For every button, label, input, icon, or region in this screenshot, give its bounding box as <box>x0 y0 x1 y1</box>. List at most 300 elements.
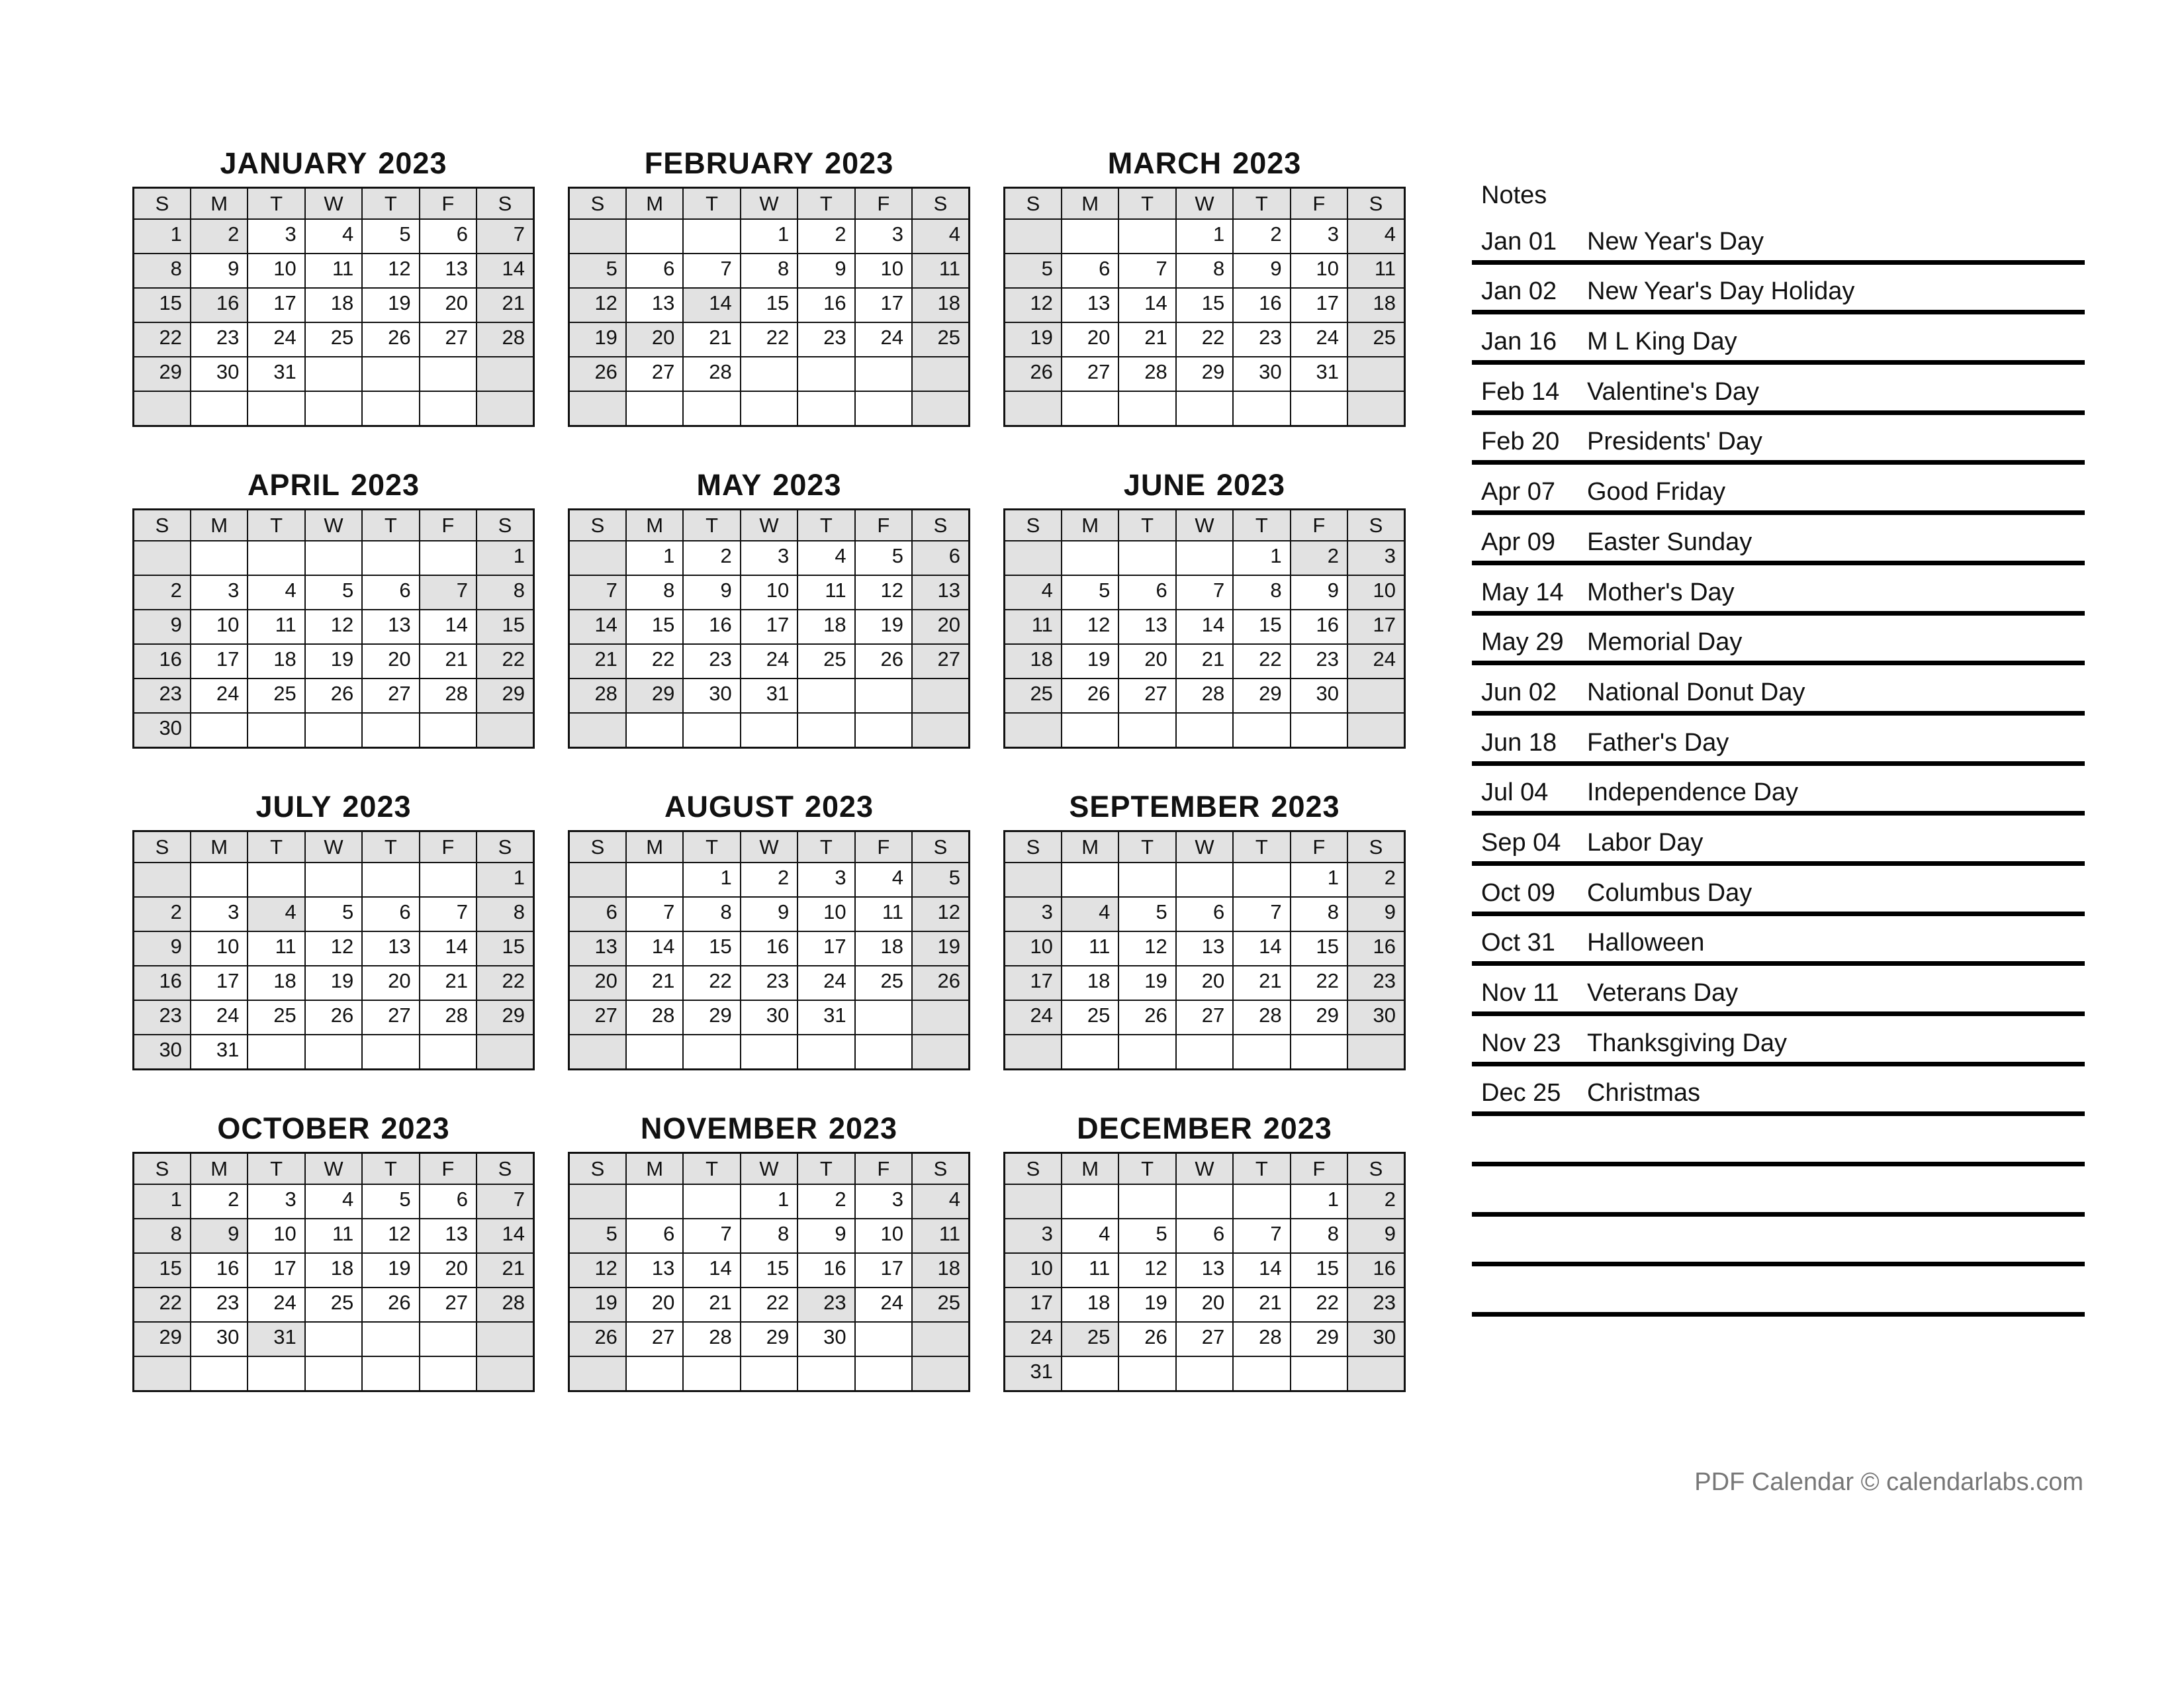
day-cell[interactable]: 19 <box>912 931 969 966</box>
day-cell[interactable]: 20 <box>1176 966 1233 1000</box>
day-cell[interactable]: 14 <box>477 254 533 288</box>
day-cell[interactable]: 22 <box>134 1288 191 1322</box>
day-cell[interactable]: 13 <box>420 1219 477 1253</box>
day-cell[interactable]: 19 <box>305 644 362 679</box>
day-cell[interactable]: 13 <box>626 288 683 322</box>
day-cell[interactable]: 2 <box>1347 863 1404 897</box>
note-line[interactable] <box>1472 1217 2085 1267</box>
day-cell[interactable]: 13 <box>420 254 477 288</box>
day-cell[interactable]: 17 <box>1005 1288 1062 1322</box>
day-cell[interactable]: 21 <box>1233 1288 1290 1322</box>
day-cell[interactable]: 8 <box>134 254 191 288</box>
day-cell[interactable]: 5 <box>569 254 626 288</box>
day-cell[interactable]: 2 <box>741 863 797 897</box>
day-cell[interactable]: 18 <box>305 288 362 322</box>
day-cell[interactable]: 9 <box>797 254 854 288</box>
day-cell[interactable]: 3 <box>248 1184 304 1219</box>
day-cell[interactable]: 13 <box>1062 288 1118 322</box>
day-cell[interactable]: 1 <box>626 541 683 575</box>
day-cell[interactable]: 11 <box>248 931 304 966</box>
day-cell[interactable]: 11 <box>912 1219 969 1253</box>
day-cell[interactable]: 26 <box>362 1288 419 1322</box>
day-cell[interactable]: 2 <box>797 219 854 254</box>
day-cell[interactable]: 12 <box>912 897 969 931</box>
day-cell[interactable]: 3 <box>248 219 304 254</box>
day-cell[interactable]: 29 <box>1233 679 1290 713</box>
day-cell[interactable]: 25 <box>797 644 854 679</box>
day-cell[interactable]: 2 <box>134 575 191 610</box>
day-cell[interactable]: 7 <box>420 575 477 610</box>
day-cell[interactable]: 6 <box>1062 254 1118 288</box>
day-cell[interactable]: 4 <box>1347 219 1404 254</box>
day-cell[interactable]: 11 <box>1347 254 1404 288</box>
day-cell[interactable]: 17 <box>248 288 304 322</box>
day-cell[interactable]: 24 <box>191 679 248 713</box>
day-cell[interactable]: 5 <box>1005 254 1062 288</box>
day-cell[interactable]: 28 <box>477 322 533 357</box>
day-cell[interactable]: 12 <box>855 575 912 610</box>
day-cell[interactable]: 11 <box>797 575 854 610</box>
day-cell[interactable]: 25 <box>912 322 969 357</box>
day-cell[interactable]: 7 <box>1233 1219 1290 1253</box>
day-cell[interactable]: 8 <box>1291 897 1347 931</box>
day-cell[interactable]: 5 <box>362 1184 419 1219</box>
day-cell[interactable]: 21 <box>477 288 533 322</box>
note-line[interactable] <box>1472 766 2085 816</box>
day-cell[interactable]: 7 <box>569 575 626 610</box>
day-cell[interactable]: 9 <box>134 610 191 644</box>
day-cell[interactable]: 23 <box>797 1288 854 1322</box>
day-cell[interactable]: 16 <box>683 610 740 644</box>
day-cell[interactable]: 7 <box>683 1219 740 1253</box>
day-cell[interactable]: 24 <box>1005 1000 1062 1035</box>
day-cell[interactable]: 10 <box>741 575 797 610</box>
note-line[interactable] <box>1472 314 2085 365</box>
day-cell[interactable]: 11 <box>912 254 969 288</box>
day-cell[interactable]: 14 <box>477 1219 533 1253</box>
day-cell[interactable]: 29 <box>683 1000 740 1035</box>
day-cell[interactable]: 31 <box>741 679 797 713</box>
day-cell[interactable]: 12 <box>305 931 362 966</box>
day-cell[interactable]: 15 <box>477 610 533 644</box>
day-cell[interactable]: 24 <box>797 966 854 1000</box>
day-cell[interactable]: 29 <box>477 1000 533 1035</box>
day-cell[interactable]: 2 <box>1347 1184 1404 1219</box>
day-cell[interactable]: 8 <box>683 897 740 931</box>
day-cell[interactable]: 5 <box>1118 897 1175 931</box>
day-cell[interactable]: 6 <box>420 219 477 254</box>
day-cell[interactable]: 22 <box>1176 322 1233 357</box>
day-cell[interactable]: 24 <box>248 322 304 357</box>
day-cell[interactable]: 18 <box>305 1253 362 1288</box>
day-cell[interactable]: 2 <box>683 541 740 575</box>
day-cell[interactable]: 23 <box>1347 1288 1404 1322</box>
day-cell[interactable]: 18 <box>912 288 969 322</box>
day-cell[interactable]: 15 <box>134 288 191 322</box>
day-cell[interactable]: 14 <box>1176 610 1233 644</box>
note-line[interactable] <box>1472 365 2085 415</box>
day-cell[interactable]: 3 <box>797 863 854 897</box>
day-cell[interactable]: 19 <box>1062 644 1118 679</box>
day-cell[interactable]: 31 <box>1291 357 1347 391</box>
day-cell[interactable]: 13 <box>912 575 969 610</box>
day-cell[interactable]: 16 <box>1347 931 1404 966</box>
day-cell[interactable]: 20 <box>420 1253 477 1288</box>
day-cell[interactable]: 27 <box>362 1000 419 1035</box>
day-cell[interactable]: 30 <box>191 1322 248 1356</box>
day-cell[interactable]: 25 <box>855 966 912 1000</box>
day-cell[interactable]: 9 <box>1347 897 1404 931</box>
day-cell[interactable]: 20 <box>626 322 683 357</box>
day-cell[interactable]: 14 <box>569 610 626 644</box>
day-cell[interactable]: 1 <box>741 1184 797 1219</box>
day-cell[interactable]: 8 <box>477 897 533 931</box>
day-cell[interactable]: 1 <box>1291 863 1347 897</box>
day-cell[interactable]: 14 <box>420 610 477 644</box>
day-cell[interactable]: 30 <box>134 1035 191 1069</box>
day-cell[interactable]: 15 <box>741 288 797 322</box>
note-line[interactable] <box>1472 214 2085 265</box>
day-cell[interactable]: 22 <box>134 322 191 357</box>
day-cell[interactable]: 29 <box>1291 1000 1347 1035</box>
day-cell[interactable]: 6 <box>362 575 419 610</box>
day-cell[interactable]: 20 <box>1062 322 1118 357</box>
day-cell[interactable]: 23 <box>741 966 797 1000</box>
day-cell[interactable]: 27 <box>626 1322 683 1356</box>
day-cell[interactable]: 23 <box>134 679 191 713</box>
day-cell[interactable]: 16 <box>191 1253 248 1288</box>
day-cell[interactable]: 28 <box>683 357 740 391</box>
day-cell[interactable]: 29 <box>1291 1322 1347 1356</box>
day-cell[interactable]: 21 <box>1233 966 1290 1000</box>
day-cell[interactable]: 8 <box>134 1219 191 1253</box>
note-line[interactable] <box>1472 1166 2085 1217</box>
day-cell[interactable]: 26 <box>1005 357 1062 391</box>
day-cell[interactable]: 20 <box>362 644 419 679</box>
day-cell[interactable]: 14 <box>683 1253 740 1288</box>
note-line[interactable] <box>1472 1066 2085 1117</box>
day-cell[interactable]: 10 <box>1005 1253 1062 1288</box>
day-cell[interactable]: 5 <box>305 897 362 931</box>
day-cell[interactable]: 5 <box>1118 1219 1175 1253</box>
day-cell[interactable]: 4 <box>305 219 362 254</box>
day-cell[interactable]: 9 <box>1291 575 1347 610</box>
day-cell[interactable]: 6 <box>1118 575 1175 610</box>
day-cell[interactable]: 30 <box>191 357 248 391</box>
day-cell[interactable]: 3 <box>1005 897 1062 931</box>
day-cell[interactable]: 19 <box>855 610 912 644</box>
day-cell[interactable]: 10 <box>1347 575 1404 610</box>
day-cell[interactable]: 4 <box>248 897 304 931</box>
day-cell[interactable]: 1 <box>683 863 740 897</box>
day-cell[interactable]: 10 <box>1005 931 1062 966</box>
day-cell[interactable]: 29 <box>741 1322 797 1356</box>
day-cell[interactable]: 27 <box>420 1288 477 1322</box>
day-cell[interactable]: 13 <box>626 1253 683 1288</box>
day-cell[interactable]: 24 <box>248 1288 304 1322</box>
day-cell[interactable]: 6 <box>912 541 969 575</box>
day-cell[interactable]: 8 <box>626 575 683 610</box>
day-cell[interactable]: 12 <box>1062 610 1118 644</box>
day-cell[interactable]: 4 <box>1062 1219 1118 1253</box>
day-cell[interactable]: 19 <box>1118 966 1175 1000</box>
day-cell[interactable]: 16 <box>1233 288 1290 322</box>
day-cell[interactable]: 8 <box>741 1219 797 1253</box>
day-cell[interactable]: 13 <box>362 610 419 644</box>
note-line[interactable] <box>1472 665 2085 716</box>
day-cell[interactable]: 27 <box>1176 1000 1233 1035</box>
note-line[interactable] <box>1472 866 2085 916</box>
day-cell[interactable]: 5 <box>569 1219 626 1253</box>
day-cell[interactable]: 23 <box>134 1000 191 1035</box>
day-cell[interactable]: 3 <box>191 897 248 931</box>
day-cell[interactable]: 14 <box>626 931 683 966</box>
day-cell[interactable]: 12 <box>362 1219 419 1253</box>
day-cell[interactable]: 2 <box>191 219 248 254</box>
day-cell[interactable]: 20 <box>1176 1288 1233 1322</box>
day-cell[interactable]: 26 <box>305 679 362 713</box>
day-cell[interactable]: 16 <box>1347 1253 1404 1288</box>
day-cell[interactable]: 7 <box>420 897 477 931</box>
day-cell[interactable]: 18 <box>1062 966 1118 1000</box>
day-cell[interactable]: 10 <box>1291 254 1347 288</box>
day-cell[interactable]: 4 <box>248 575 304 610</box>
day-cell[interactable]: 27 <box>420 322 477 357</box>
day-cell[interactable]: 15 <box>134 1253 191 1288</box>
day-cell[interactable]: 3 <box>741 541 797 575</box>
day-cell[interactable]: 15 <box>1291 931 1347 966</box>
note-line[interactable] <box>1472 515 2085 565</box>
day-cell[interactable]: 4 <box>855 863 912 897</box>
day-cell[interactable]: 3 <box>191 575 248 610</box>
day-cell[interactable]: 6 <box>626 254 683 288</box>
day-cell[interactable]: 12 <box>1118 931 1175 966</box>
day-cell[interactable]: 24 <box>1005 1322 1062 1356</box>
day-cell[interactable]: 16 <box>797 288 854 322</box>
day-cell[interactable]: 26 <box>305 1000 362 1035</box>
day-cell[interactable]: 7 <box>1233 897 1290 931</box>
day-cell[interactable]: 11 <box>1062 931 1118 966</box>
day-cell[interactable]: 30 <box>683 679 740 713</box>
day-cell[interactable]: 9 <box>683 575 740 610</box>
day-cell[interactable]: 20 <box>569 966 626 1000</box>
day-cell[interactable]: 14 <box>1233 1253 1290 1288</box>
day-cell[interactable]: 21 <box>1176 644 1233 679</box>
day-cell[interactable]: 12 <box>362 254 419 288</box>
day-cell[interactable]: 11 <box>1062 1253 1118 1288</box>
day-cell[interactable]: 30 <box>1347 1322 1404 1356</box>
day-cell[interactable]: 29 <box>134 1322 191 1356</box>
day-cell[interactable]: 2 <box>191 1184 248 1219</box>
day-cell[interactable]: 28 <box>683 1322 740 1356</box>
day-cell[interactable]: 14 <box>1233 931 1290 966</box>
day-cell[interactable]: 25 <box>248 1000 304 1035</box>
day-cell[interactable]: 30 <box>1233 357 1290 391</box>
day-cell[interactable]: 23 <box>1233 322 1290 357</box>
day-cell[interactable]: 13 <box>1176 931 1233 966</box>
day-cell[interactable]: 28 <box>477 1288 533 1322</box>
day-cell[interactable]: 10 <box>191 610 248 644</box>
day-cell[interactable]: 21 <box>1118 322 1175 357</box>
day-cell[interactable]: 25 <box>1005 679 1062 713</box>
day-cell[interactable]: 23 <box>797 322 854 357</box>
day-cell[interactable]: 3 <box>855 219 912 254</box>
day-cell[interactable]: 21 <box>569 644 626 679</box>
day-cell[interactable]: 16 <box>797 1253 854 1288</box>
day-cell[interactable]: 18 <box>248 644 304 679</box>
day-cell[interactable]: 15 <box>683 931 740 966</box>
day-cell[interactable]: 4 <box>912 1184 969 1219</box>
day-cell[interactable]: 28 <box>420 679 477 713</box>
day-cell[interactable]: 27 <box>1176 1322 1233 1356</box>
day-cell[interactable]: 18 <box>797 610 854 644</box>
day-cell[interactable]: 15 <box>1176 288 1233 322</box>
day-cell[interactable]: 1 <box>1233 541 1290 575</box>
note-line[interactable] <box>1472 716 2085 766</box>
day-cell[interactable]: 3 <box>855 1184 912 1219</box>
day-cell[interactable]: 5 <box>855 541 912 575</box>
day-cell[interactable]: 22 <box>1233 644 1290 679</box>
day-cell[interactable]: 1 <box>134 219 191 254</box>
day-cell[interactable]: 16 <box>741 931 797 966</box>
day-cell[interactable]: 2 <box>134 897 191 931</box>
day-cell[interactable]: 9 <box>1233 254 1290 288</box>
day-cell[interactable]: 19 <box>1118 1288 1175 1322</box>
day-cell[interactable]: 18 <box>1062 1288 1118 1322</box>
day-cell[interactable]: 1 <box>477 863 533 897</box>
day-cell[interactable]: 9 <box>191 1219 248 1253</box>
day-cell[interactable]: 28 <box>1233 1000 1290 1035</box>
day-cell[interactable]: 13 <box>362 931 419 966</box>
day-cell[interactable]: 28 <box>626 1000 683 1035</box>
day-cell[interactable]: 23 <box>1291 644 1347 679</box>
day-cell[interactable]: 17 <box>797 931 854 966</box>
day-cell[interactable]: 17 <box>248 1253 304 1288</box>
day-cell[interactable]: 18 <box>855 931 912 966</box>
day-cell[interactable]: 26 <box>912 966 969 1000</box>
day-cell[interactable]: 18 <box>912 1253 969 1288</box>
day-cell[interactable]: 20 <box>912 610 969 644</box>
day-cell[interactable]: 8 <box>1291 1219 1347 1253</box>
day-cell[interactable]: 24 <box>855 1288 912 1322</box>
day-cell[interactable]: 7 <box>477 1184 533 1219</box>
day-cell[interactable]: 17 <box>191 966 248 1000</box>
day-cell[interactable]: 19 <box>362 1253 419 1288</box>
day-cell[interactable]: 4 <box>1005 575 1062 610</box>
day-cell[interactable]: 9 <box>797 1219 854 1253</box>
day-cell[interactable]: 2 <box>797 1184 854 1219</box>
day-cell[interactable]: 13 <box>1176 1253 1233 1288</box>
day-cell[interactable]: 15 <box>626 610 683 644</box>
day-cell[interactable]: 5 <box>305 575 362 610</box>
day-cell[interactable]: 1 <box>741 219 797 254</box>
day-cell[interactable]: 15 <box>477 931 533 966</box>
day-cell[interactable]: 12 <box>1118 1253 1175 1288</box>
day-cell[interactable]: 30 <box>134 713 191 747</box>
day-cell[interactable]: 13 <box>569 931 626 966</box>
day-cell[interactable]: 9 <box>191 254 248 288</box>
day-cell[interactable]: 12 <box>305 610 362 644</box>
day-cell[interactable]: 11 <box>305 1219 362 1253</box>
day-cell[interactable]: 10 <box>855 254 912 288</box>
day-cell[interactable]: 11 <box>248 610 304 644</box>
day-cell[interactable]: 12 <box>1005 288 1062 322</box>
day-cell[interactable]: 8 <box>1176 254 1233 288</box>
day-cell[interactable]: 22 <box>741 322 797 357</box>
day-cell[interactable]: 14 <box>420 931 477 966</box>
day-cell[interactable]: 24 <box>855 322 912 357</box>
day-cell[interactable]: 24 <box>1347 644 1404 679</box>
day-cell[interactable]: 19 <box>569 1288 626 1322</box>
note-line[interactable] <box>1472 816 2085 866</box>
day-cell[interactable]: 1 <box>1291 1184 1347 1219</box>
day-cell[interactable]: 2 <box>1233 219 1290 254</box>
day-cell[interactable]: 12 <box>569 1253 626 1288</box>
day-cell[interactable]: 27 <box>626 357 683 391</box>
day-cell[interactable]: 4 <box>912 219 969 254</box>
day-cell[interactable]: 22 <box>683 966 740 1000</box>
day-cell[interactable]: 23 <box>1347 966 1404 1000</box>
day-cell[interactable]: 8 <box>741 254 797 288</box>
day-cell[interactable]: 25 <box>305 1288 362 1322</box>
day-cell[interactable]: 24 <box>741 644 797 679</box>
day-cell[interactable]: 22 <box>1291 966 1347 1000</box>
day-cell[interactable]: 23 <box>191 322 248 357</box>
day-cell[interactable]: 17 <box>191 644 248 679</box>
day-cell[interactable]: 6 <box>626 1219 683 1253</box>
note-line[interactable] <box>1472 465 2085 515</box>
day-cell[interactable]: 27 <box>1062 357 1118 391</box>
day-cell[interactable]: 19 <box>305 966 362 1000</box>
day-cell[interactable]: 21 <box>420 966 477 1000</box>
day-cell[interactable]: 3 <box>1347 541 1404 575</box>
day-cell[interactable]: 3 <box>1291 219 1347 254</box>
day-cell[interactable]: 1 <box>134 1184 191 1219</box>
day-cell[interactable]: 6 <box>362 897 419 931</box>
day-cell[interactable]: 16 <box>134 644 191 679</box>
day-cell[interactable]: 10 <box>191 931 248 966</box>
day-cell[interactable]: 19 <box>569 322 626 357</box>
day-cell[interactable]: 11 <box>1005 610 1062 644</box>
note-line[interactable] <box>1472 1266 2085 1317</box>
day-cell[interactable]: 17 <box>1347 610 1404 644</box>
day-cell[interactable]: 16 <box>1291 610 1347 644</box>
day-cell[interactable]: 17 <box>741 610 797 644</box>
day-cell[interactable]: 28 <box>1233 1322 1290 1356</box>
day-cell[interactable]: 4 <box>797 541 854 575</box>
day-cell[interactable]: 25 <box>1062 1000 1118 1035</box>
day-cell[interactable]: 15 <box>1291 1253 1347 1288</box>
day-cell[interactable]: 7 <box>477 219 533 254</box>
day-cell[interactable]: 29 <box>477 679 533 713</box>
day-cell[interactable]: 30 <box>741 1000 797 1035</box>
day-cell[interactable]: 9 <box>741 897 797 931</box>
note-line[interactable] <box>1472 565 2085 616</box>
day-cell[interactable]: 26 <box>569 357 626 391</box>
day-cell[interactable]: 14 <box>1118 288 1175 322</box>
day-cell[interactable]: 3 <box>1005 1219 1062 1253</box>
day-cell[interactable]: 27 <box>912 644 969 679</box>
day-cell[interactable]: 19 <box>1005 322 1062 357</box>
day-cell[interactable]: 30 <box>797 1322 854 1356</box>
day-cell[interactable]: 13 <box>1118 610 1175 644</box>
day-cell[interactable]: 5 <box>362 219 419 254</box>
day-cell[interactable]: 24 <box>191 1000 248 1035</box>
note-line[interactable] <box>1472 1016 2085 1066</box>
note-line[interactable] <box>1472 966 2085 1016</box>
day-cell[interactable]: 17 <box>1005 966 1062 1000</box>
day-cell[interactable]: 7 <box>683 254 740 288</box>
